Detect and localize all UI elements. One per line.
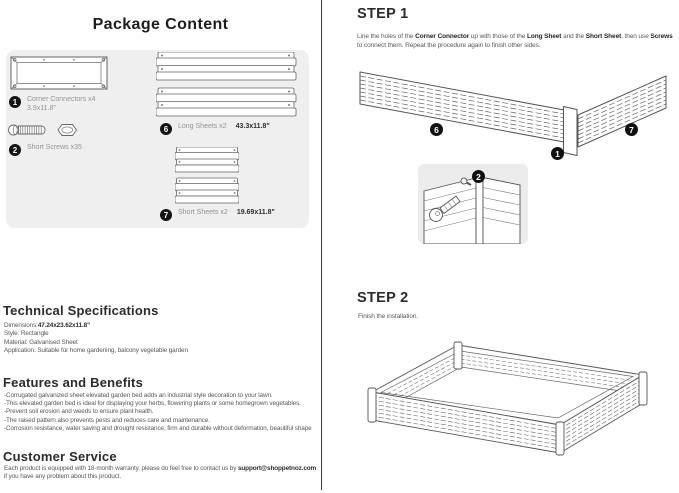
desc-text: up with those of the [469, 33, 527, 40]
corner-connector-diagram [10, 56, 108, 90]
step1-title: STEP 1 [357, 6, 409, 22]
customer-service-title: Customer Service [3, 449, 117, 464]
service-email: support@shoppetnoz.com [237, 465, 317, 472]
package-content-title: Package Content [92, 16, 229, 33]
tech-specs-title: Technical Specifications [3, 303, 159, 318]
nut-diagram [58, 125, 77, 136]
service-line: if you have any problem about this product. [4, 472, 122, 480]
item-dims-text: 43.3x11.8" [235, 123, 270, 130]
spec-application: Application: Suitable for home gardening, balcony vegetable garden [4, 347, 188, 355]
item-label-text: Short Screws x35 [27, 144, 82, 151]
item-number-badge: 6 [160, 123, 172, 135]
tech-specs-body [4, 322, 188, 356]
feature-item: -The raised pattern also prevents pests and reduces care and maintenance. [4, 416, 210, 424]
step1-desc-line1 [357, 32, 673, 41]
item-number-badge: 1 [9, 96, 21, 108]
marker-screw: 2 [472, 170, 485, 183]
step1-desc-line2: to connect them. Repeat the procedure again to finish other sides. [357, 42, 541, 49]
spec-dimensions [4, 322, 188, 330]
item-number-badge: 7 [160, 209, 172, 221]
customer-service-body [4, 465, 316, 480]
item-label-text: Short Sheets x2 [178, 209, 228, 216]
features-title: Features and Benefits [3, 375, 144, 390]
item-label [27, 96, 95, 113]
step1-assembly-illustration [352, 58, 674, 172]
item-dims-text: 3.9x11.8" [27, 104, 56, 112]
desc-text: , then use [621, 33, 651, 40]
package-item-short-screws [9, 144, 82, 156]
item-label [27, 144, 82, 153]
package-item-long-sheets [160, 123, 270, 135]
feature-item: -This elevated garden bed is ideal for displaying your herbs, flowering plants or some homegrown vegetables. [4, 400, 301, 408]
service-text: Each product is equipped with 18-month warranty, please do feel free to contact us by [4, 465, 238, 472]
desc-bold: Short Sheet [585, 33, 622, 40]
marker-corner-connector: 1 [551, 147, 564, 160]
long-sheets-diagram [156, 52, 297, 120]
desc-bold: Corner Connector [415, 33, 470, 40]
feature-item: -Corrosion resistance, water saving and drought resistance, firm and durable without deformation, beautiful shape [4, 424, 312, 432]
item-label [178, 123, 270, 132]
spec-value: 47.24x23.62x11.8" [37, 322, 91, 329]
feature-item: -Prevent soil erosion and weeds to ensure plant health. [4, 408, 154, 416]
item-label-text: Corner Connectors x4 [27, 96, 96, 103]
step2-description: Finish the installation. [358, 313, 419, 320]
marker-long-sheet: 6 [430, 123, 443, 136]
item-label [178, 209, 275, 218]
features-body [4, 392, 312, 433]
panel-divider [321, 0, 322, 490]
desc-bold: Long Sheet [526, 33, 562, 40]
spec-material: Material: Galvanised Sheet [4, 338, 78, 346]
service-line [4, 465, 316, 473]
step2-finished-bed-illustration [365, 336, 665, 460]
item-label-text: Long Sheets x2 [178, 123, 227, 130]
spec-label: Dimensions: [4, 322, 38, 329]
desc-text: Line the holes of the [357, 33, 416, 40]
package-item-corner-connectors [9, 96, 95, 113]
marker-short-sheet: 7 [625, 123, 638, 136]
feature-item: -Corrugated galvanized sheet elevated garden bed adds an industrial style decoration to your lawn. [4, 392, 273, 399]
item-number-badge: 2 [9, 144, 21, 156]
spec-style: Style: Rectangle [4, 330, 49, 338]
step1-description [357, 32, 673, 50]
package-content-box [6, 50, 309, 228]
desc-bold: Screws [650, 33, 673, 40]
short-sheets-diagram [175, 147, 239, 204]
screw-and-nut-diagram [8, 120, 80, 140]
item-dims-text: 19.69x11.8" [236, 209, 275, 216]
package-item-short-sheets [160, 209, 275, 221]
desc-text: and the [561, 33, 586, 40]
step2-title: STEP 2 [357, 290, 409, 306]
